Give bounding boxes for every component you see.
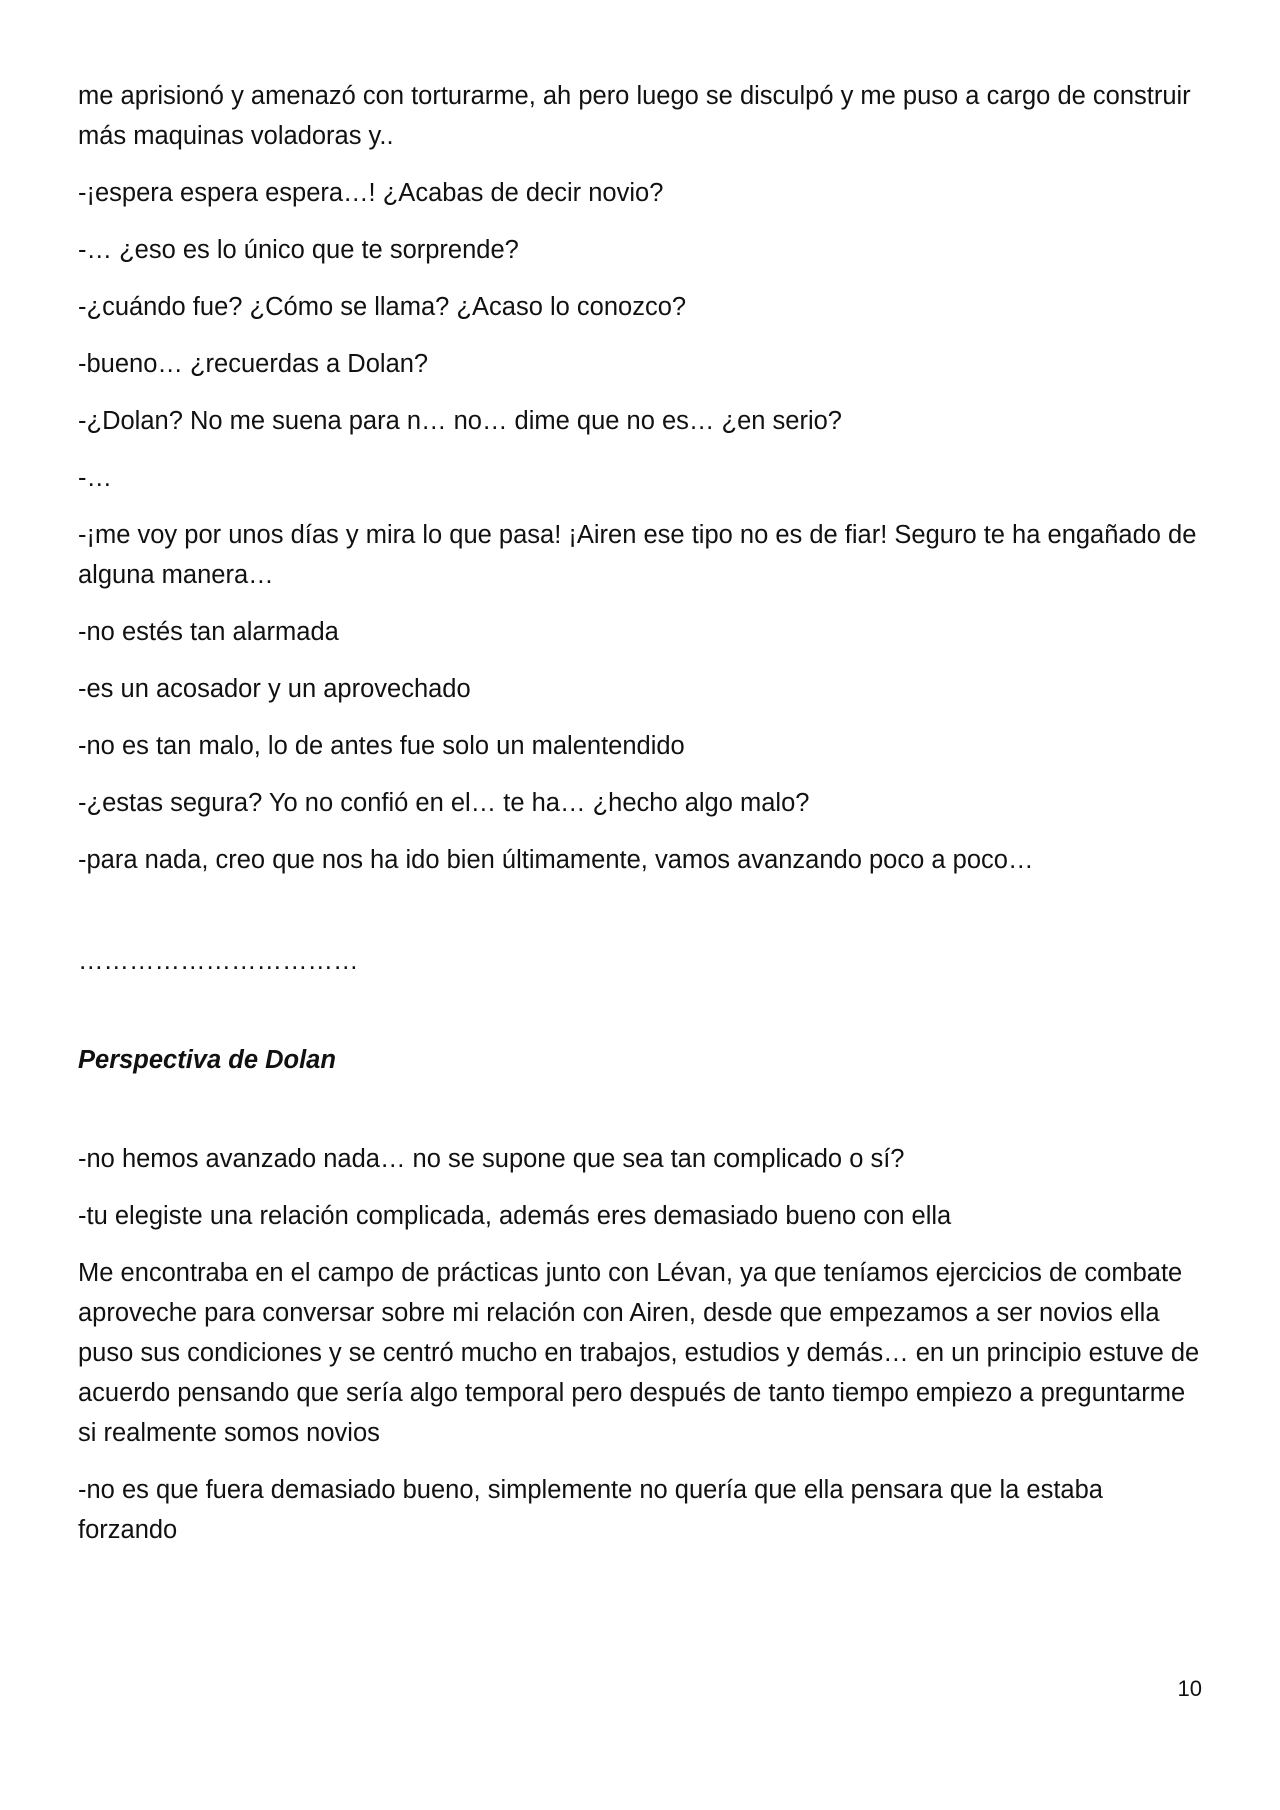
dialogue-line: -no es que fuera demasiado bueno, simplemente no quería que ella pensara que la estaba forzando <box>78 1476 1103 1544</box>
dialogue-line: -bueno… ¿recuerdas a Dolan? <box>78 350 429 378</box>
dialogue-line: -¿estas segura? Yo no confió en el… te ha… ¿hecho algo malo? <box>78 789 810 817</box>
dialogue-line: -es un acosador y un aprovechado <box>78 675 471 703</box>
dialogue-line: -… <box>78 464 112 492</box>
dialogue-line: -¿Dolan? No me suena para n… no… dime que no es… ¿en serio? <box>78 407 842 435</box>
dialogue-line: -no hemos avanzado nada… no se supone que sea tan complicado o sí? <box>78 1145 905 1173</box>
paragraph: Me encontraba en el campo de prácticas junto con Lévan, ya que teníamos ejercicios de combate aproveche para conversar sobre mi relación con Airen, desde que empezamos a ser novios ella puso sus condiciones y se centró mucho en trabajos, estudios y demás… en un principio estuve de acuerdo pensando que sería algo temporal pero después de tanto tiempo empiezo a preguntarme si realmente somos novios <box>78 1259 1200 1447</box>
section-separator: …………………………… <box>78 947 359 975</box>
paragraph: me aprisionó y amenazó con torturarme, ah pero luego se disculpó y me puso a cargo de construir más maquinas voladoras y.. <box>78 82 1191 150</box>
page-number: 10 <box>1177 1676 1202 1701</box>
dialogue-line: -¡espera espera espera…! ¿Acabas de decir novio? <box>78 179 664 207</box>
dialogue-line: -no estés tan alarmada <box>78 618 339 646</box>
document-page <box>78 76 1202 1567</box>
dialogue-line: -no es tan malo, lo de antes fue solo un malentendido <box>78 732 685 760</box>
dialogue-line: -¿cuándo fue? ¿Cómo se llama? ¿Acaso lo conozco? <box>78 293 687 321</box>
dialogue-line: -para nada, creo que nos ha ido bien últimamente, vamos avanzando poco a poco… <box>78 846 1034 874</box>
section-heading: Perspectiva de Dolan <box>78 1046 336 1074</box>
dialogue-line: -… ¿eso es lo único que te sorprende? <box>78 236 519 264</box>
dialogue-line: -¡me voy por unos días y mira lo que pasa! ¡Airen ese tipo no es de fiar! Seguro te ha engañado de alguna manera… <box>78 521 1197 589</box>
dialogue-line: -tu elegiste una relación complicada, además eres demasiado bueno con ella <box>78 1202 952 1230</box>
